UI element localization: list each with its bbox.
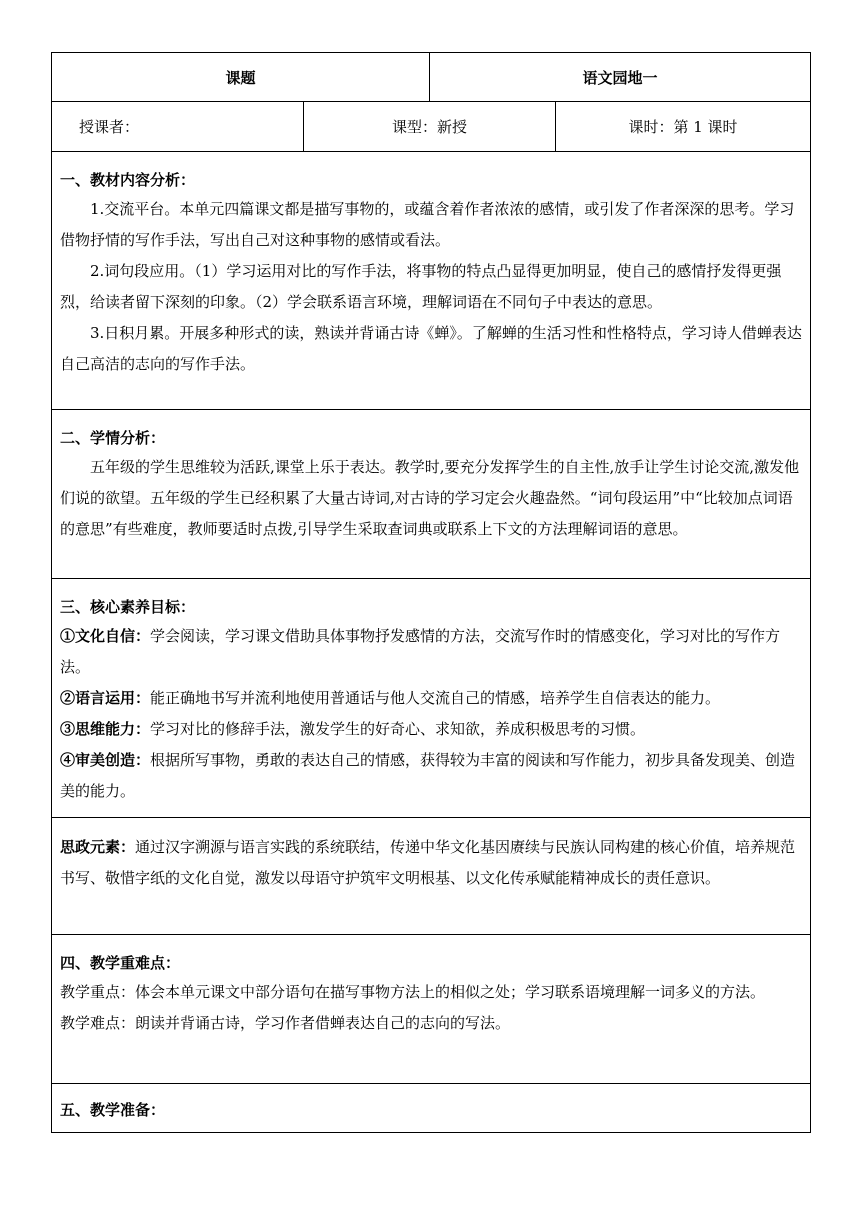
ideology-label: 思政元素： — [60, 838, 136, 856]
section-textbook-analysis — [52, 152, 811, 410]
goal-text: 学习对比的修辞手法，激发学生的好奇心、求知欲，养成积极思考的习惯。 — [150, 720, 646, 738]
goal-text: 根据所写事物，勇敢的表达自己的情感，获得较为丰富的阅读和写作能力，初步具备发现美、创造美的能力。 — [60, 751, 796, 800]
section-title: 四、教学重难点： — [60, 954, 181, 972]
section-title: 五、教学准备： — [60, 1101, 166, 1119]
teacher-cell: 授课者： — [52, 102, 304, 152]
section-key-difficult-points — [52, 935, 811, 1084]
section-preparation — [52, 1084, 811, 1133]
goal-label: ③思维能力： — [60, 720, 151, 738]
key-point: 教学重点：体会本单元课文中部分语句在描写事物方法上的相似之处；学习联系语境理解一词多义的方法。 — [60, 983, 766, 1001]
goal-label: ②语言运用： — [60, 689, 151, 707]
section-title: 二、学情分析： — [60, 429, 166, 447]
section-title: 三、核心素养目标： — [60, 598, 196, 616]
goal-item — [60, 683, 802, 714]
lesson-period-cell: 课时：第 1 课时 — [556, 102, 811, 152]
ideology-text: 通过汉字溯源与语言实践的系统联结，传递中华文化基因赓续与民族认同构建的核心价值，培养规范书写、敬惜字纸的文化自觉，激发以母语守护筑牢文明根基、以文化传承赋能精神成长的责任意识。 — [60, 838, 796, 887]
topic-label: 课题 — [52, 53, 430, 102]
lesson-plan-table — [51, 52, 811, 1133]
goal-text: 能正确地书写并流利地使用普通话与他人交流自己的情感，培养学生自信表达的能力。 — [150, 689, 721, 707]
ideology-paragraph — [60, 832, 802, 894]
header-row — [52, 53, 811, 102]
lesson-type-cell: 课型：新授 — [304, 102, 556, 152]
paragraph: 2.词句段应用。（1）学习运用对比的写作手法，将事物的特点凸显得更加明显，使自己的感情抒发得更强烈，给读者留下深刻的印象。（2）学会联系语言环境，理解词语在不同句子中表达的意思。 — [60, 262, 782, 311]
section-student-analysis — [52, 410, 811, 579]
goal-item — [60, 714, 802, 745]
goal-item — [60, 745, 802, 807]
topic-value: 语文园地一 — [430, 53, 811, 102]
goal-label: ④审美创造： — [60, 751, 151, 769]
section-ideology — [52, 818, 811, 935]
paragraph: 1.交流平台。本单元四篇课文都是描写事物的，或蕴含着作者浓浓的感情，或引发了作者深深的思考。学习借物抒情的写作手法，写出自己对这种事物的感情或看法。 — [60, 200, 795, 249]
info-row — [52, 102, 811, 152]
paragraph: 3.日积月累。开展多种形式的读，熟读并背诵古诗《蝉》。了解蝉的生活习性和性格特点，学习诗人借蝉表达自己高洁的志向的写作手法。 — [60, 324, 802, 373]
goal-label: ①文化自信： — [60, 627, 151, 645]
difficult-point: 教学难点：朗读并背诵古诗，学习作者借蝉表达自己的志向的写法。 — [60, 1014, 511, 1032]
goal-item — [60, 621, 802, 683]
goal-text: 学会阅读，学习课文借助具体事物抒发感情的方法，交流写作时的情感变化，学习对比的写作方法。 — [60, 627, 781, 676]
paragraph: 五年级的学生思维较为活跃,课堂上乐于表达。教学时,要充分发挥学生的自主性,放手让学生讨论交流,激发他们说的欲望。五年级的学生已经积累了大量古诗词,对古诗的学习定会火趣盎然。“词句段运用”中“比较加点词语的意思”有些难度，教师要适时点拨,引导学生采取查词典或联系上下文的方法理解词语的意思。 — [60, 458, 800, 538]
section-title: 一、教材内容分析： — [60, 171, 196, 189]
section-core-goals — [52, 579, 811, 818]
